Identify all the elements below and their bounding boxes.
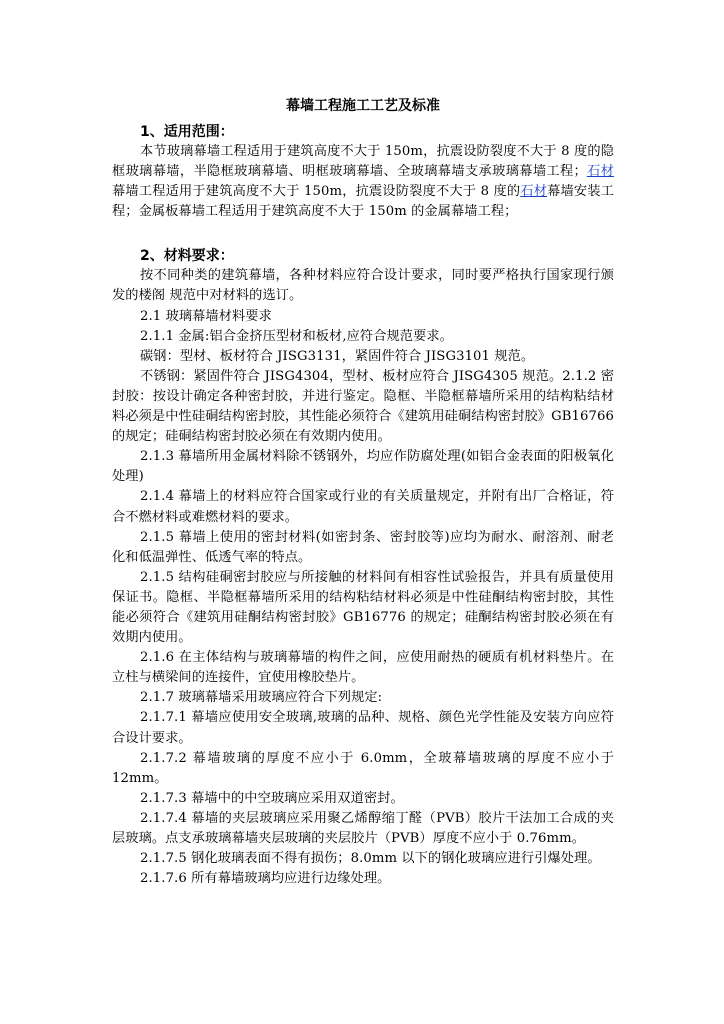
stone-material-link[interactable]: 石材 <box>586 164 614 180</box>
material-paragraph: 2.1.7 玻璃幕墙采用玻璃应符合下列规定: <box>140 690 383 706</box>
material-paragraph: 2.1.1 金属:铝合金挤压型材和板材,应符合规范要求。 <box>140 328 453 344</box>
material-paragraph: 2.1.7.6 所有幕墙玻璃均应进行边缘处理。 <box>140 871 391 887</box>
section-heading-scope: 1、适用范围： <box>140 124 234 140</box>
material-paragraph: 2.1.7.2 幕墙玻璃的厚度不应小于 6.0mm，全玻幕墙玻璃的厚度不应小于 12mm。 <box>112 750 614 786</box>
scope-text-part2: 幕墙工程适用于建筑高度不大于 150m，抗震设防裂度不大于 8 度的 <box>112 184 521 200</box>
material-paragraph: 2.1.6 在主体结构与玻璃幕墙的构件之间，应使用耐热的硬质有机材料垫片。在立柱与横梁间的连接件，宜使用橡胶垫片。 <box>112 650 614 686</box>
material-paragraph: 按不同种类的建筑幕墙，各种材料应符合设计要求，同时要严格执行国家现行颁发的楼阁 规范中对材料的选订。 <box>112 268 614 304</box>
material-paragraph: 2.1.5 结构硅硐密封胶应与所接触的材料间有相容性试验报告，并具有质量使用保证书。隐框、半隐框幕墙所采用的结构粘结材料必须是中性硅酮结构密封胶，其性能必须符合《建筑用硅酮结构密封胶》GB16776 的规定；硅酮结构密封胶必须在有效期内使用。 <box>112 569 614 646</box>
material-paragraph: 不锈钢：紧固件符合 JISG4304，型材、板材应符合 JISG4305 规范。2.1.2 密封胶：按设计确定各种密封胶，并进行鉴定。隐框、半隐框幕墙所采用的结构粘结材料必须是中性硅硐结构密封胶，其性能必须符合《建筑用硅硐结构密封胶》GB16766 的规定；硅硐结构密封胶必须在有效期内使用。 <box>112 368 614 445</box>
material-paragraph: 2.1.5 幕墙上使用的密封材料(如密封条、密封胶等)应均为耐水、耐溶剂、耐老化和低温弹性、低透气率的特点。 <box>112 529 614 565</box>
material-paragraph: 碳钢：型材、板材符合 JISG3131，紧固件符合 JISG3101 规范。 <box>140 348 535 364</box>
document-title: 幕墙工程施工工艺及标准 <box>286 98 440 114</box>
section-heading-materials: 2、材料要求： <box>140 248 234 265</box>
scope-paragraph <box>112 142 614 222</box>
scope-text-part1: 本节玻璃幕墙工程适用于建筑高度不大于 150m，抗震设防裂度不大于 8 度的隐框玻璃幕墙，半隐框玻璃幕墙、明框玻璃幕墙、全玻璃幕墙支承玻璃幕墙工程； <box>112 144 614 180</box>
section-spacer <box>112 222 614 246</box>
material-paragraph: 2.1.3 幕墙所用金属材料除不锈钢外，均应作防腐处理(如铝合金表面的阳极氧化处理) <box>112 449 614 485</box>
material-paragraph: 2.1.7.1 幕墙应使用安全玻璃,玻璃的品种、规格、颜色光学性能及安装方向应符合设计要求。 <box>112 710 614 746</box>
material-paragraph: 2.1.7.5 钢化玻璃表面不得有损伤；8.0mm 以下的钢化玻璃应进行引爆处理。 <box>140 851 601 867</box>
material-paragraph: 2.1.7.4 幕墙的夹层玻璃应采用聚乙烯醇缩丁醛（PVB）胶片干法加工合成的夹层玻璃。点支承玻璃幕墙夹层玻璃的夹层胶片（PVB）厚度不应小于 0.76mm。 <box>112 810 614 846</box>
material-paragraph: 2.1.4 幕墙上的材料应符合国家或行业的有关质量规定，并附有出厂合格证，符合不燃材料或难燃材料的要求。 <box>112 489 614 525</box>
stone-material-link[interactable]: 石材 <box>520 184 548 200</box>
material-paragraph: 2.1 玻璃幕墙材料要求 <box>140 308 272 324</box>
material-paragraph: 2.1.7.3 幕墙中的中空玻璃应采用双道密封。 <box>140 790 404 806</box>
scope-text-part3: 幕墙安装工程；金属板幕墙工程适用于建筑高度不大于 150m 的金属幕墙工程； <box>112 184 615 220</box>
